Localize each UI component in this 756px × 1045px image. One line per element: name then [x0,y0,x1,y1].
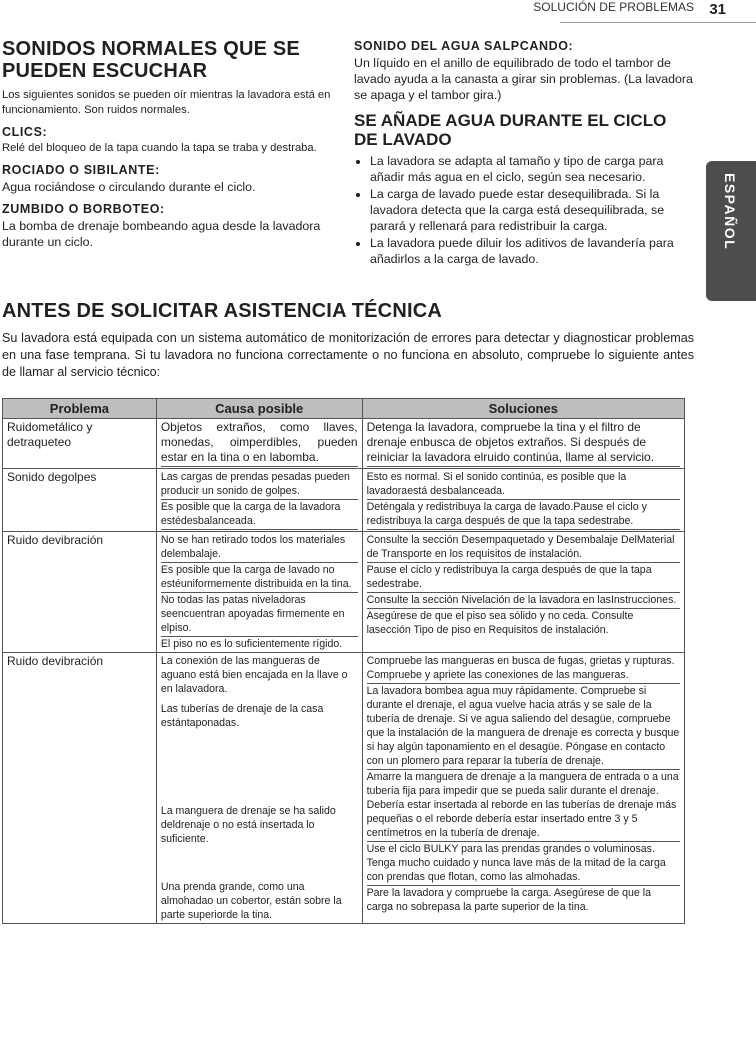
cause-cell [156,653,362,924]
cause-text: La manguera de drenaje se ha salido deldrenaje o no está insertada lo suficiente. [160,805,336,845]
cause-text: Objetos extraños, como llaves, monedas, oimperdibles, pueden estar en la tina o en labomba. [161,420,358,467]
service-section [2,300,694,381]
cause-cell [156,469,362,532]
page-number: 31 [709,1,726,18]
cause-text: Las cargas de prendas pesadas pueden producir un sonido de golpes. [161,470,358,500]
list-item: • La lavadora se adapta al tamaño y tipo de carga para añadir más agua en el ciclo, según sea necesario. [370,153,694,185]
solution-text: Consulte la sección Desempaquetado y Desembalaje DelMaterial de Transporte en los requisitos de instalación. [367,533,680,563]
cause-text: Las tuberías de drenaje de la casa estántaponadas. [160,703,324,729]
solution-text: Use el ciclo BULKY para las prendas grandes o voluminosas. Tenga mucho cuidado y nunca lave más de la mitad de la carga con prendas que flotan, como las almohadas. [367,842,680,886]
section-title: SOLUCIÓN DE PROBLEMAS [533,0,694,14]
running-header [434,0,694,18]
cause-text: Es posible que la carga de lavado no estéuniformemente distribuida en la tina. [161,563,358,593]
solution-text: Pare la lavadora y compruebe la carga. Asegúrese de que la carga no sobrepasa la parte superior de la tina. [366,887,652,913]
cause-text: El piso no es lo suficientemente rígido. [160,638,343,650]
table-header-row [3,399,685,419]
normal-sounds-intro: Los siguientes sonidos se pueden oír mientras la lavadora está en funcionamiento. Son ruidos normales. [2,89,331,116]
header-rule [560,22,756,23]
solution-text: Compruebe las mangueras en busca de fugas, grietas y rupturas. [366,655,675,667]
water-column [354,38,694,268]
language-tab-label: ESPAÑOL [722,173,738,251]
solution-text: Consulte la sección Nivelación de la lavadora en lasInstrucciones. [367,593,680,609]
solution-text: Esto es normal. Si el sonido continúa, es posible que la lavadoraestá desbalanceada. [367,470,680,500]
solution-text: La lavadora bombea agua muy rápidamente. Compruebe si durante el drenaje, el agua vuelve hacia atrás y se sale de la tubería de drenaje. Si ve agua saliendo del desagüe, compruebe que la instalación de la manguera de drenaje es correcta y busque si hay algún taponamiento en el desagüe. Póngase en contacto con un plomero para reparar la tubería de drenaje. [367,684,680,770]
cause-cell [156,532,362,653]
language-tab [706,161,756,301]
list-item: • La carga de lavado puede estar desequilibrada. Si la lavadora detecta que la carga está desequilibrada, se parará y rellenará para redistribuir la carga. [370,186,694,234]
sound-heading: ROCIADO O SIBILANTE: [2,163,160,177]
table-row [3,419,685,469]
cause-text: No todas las patas niveladoras seencuentran apoyadas firmemente en elpiso. [161,593,358,637]
problem-cell: Ruidometálico y detraqueteo [3,419,157,469]
problem-cell: Ruido devibración [3,532,157,653]
table-row [3,469,685,532]
normal-sounds-column [2,38,336,254]
problem-cell: Sonido degolpes [3,469,157,532]
solution-cell [362,469,684,532]
service-title: ANTES DE SOLICITAR ASISTENCIA TÉCNICA [2,300,443,322]
sound-text: Relé del bloqueo de la tapa cuando la tapa se traba y destraba. [2,142,317,154]
solution-text: Amarre la manguera de drenaje a la manguera de entrada o a una tubería fija para impedir que se pueda salir durante el drenaje. Debería estar insertada al reborde en las tuberías de drenaje más pequeñas o el reborde debería estar insertado entre 3 y 5 centímetros en la tubería de drenaje. [367,770,680,842]
solution-text: Compruebe y apriete las conexiones de las mangueras. [367,668,680,684]
service-intro: Su lavadora está equipada con un sistema automático de monitorización de errores para detectar y diagnosticar problemas en una fase temprana. Si tu lavadora no funciona correctamente o no funciona en absoluto, compruebe lo siguiente antes de llamar al servicio técnico: [2,331,694,379]
column-header: Soluciones [362,399,684,419]
sound-text: Agua rociándose o circulando durante el ciclo. [2,180,256,194]
cause-text: La conexión de las mangueras de aguano está bien encajada en la llave o en lalavadora. [160,655,348,695]
solution-text: Deténgala y redistribuya la carga de lavado.Pause el ciclo y redistribuya la carga después de que la tapa sedestrabe. [367,500,680,530]
sound-heading: CLICS: [2,125,48,139]
cause-cell [156,419,362,469]
table-row [3,532,685,653]
normal-sounds-title: SONIDOS NORMALES QUE SE PUEDEN ESCUCHAR [2,38,300,82]
table-row [3,653,685,924]
solution-text: Detenga la lavadora, compruebe la tina y el filtro de drenaje enbusca de objetos extraños. Si después de reiniciar la lavadora elruido continúa, llame al servicio. [367,420,680,467]
cause-text: No se han retirado todos los materiales delembalaje. [161,533,358,563]
water-added-title: SE AÑADE AGUA DURANTE EL CICLO DE LAVADO [354,111,667,149]
splash-text: Un líquido en el anillo de equilibrado de todo el tambor de lavado ayuda a la canasta a girar sin problemas. (La lavadora se apaga y el tambor gira.) [354,56,693,102]
cause-text: Una prenda grande, como una almohadao un cobertor, están sobre la parte superiorde la tina. [160,881,342,921]
solution-cell [362,419,684,469]
column-header: Causa posible [156,399,362,419]
cause-text: Es posible que la carga de la lavadora estédesbalanceada. [161,500,358,530]
splash-heading: SONIDO DEL AGUA SALPCANDO: [354,39,574,53]
solution-cell [362,653,684,924]
water-added-list [354,153,694,267]
solution-text: Pause el ciclo y redistribuya la carga después de que la tapa sedestrabe. [367,563,680,593]
list-item: • La lavadora puede diluir los aditivos de lavandería para añadirlos a la carga de lavado. [370,235,694,267]
column-header: Problema [3,399,157,419]
sound-text: La bomba de drenaje bombeando agua desde la lavadora durante un ciclo. [2,219,321,249]
problem-cell: Ruido devibración [3,653,157,924]
sound-heading: ZUMBIDO O BORBOTEO: [2,202,165,216]
solution-cell [362,532,684,653]
solution-text: Asegúrese de que el piso sea sólido y no ceda. Consulte lasección Tipo de piso en Requisitos de instalación. [366,610,634,636]
troubleshooting-table [2,398,685,924]
